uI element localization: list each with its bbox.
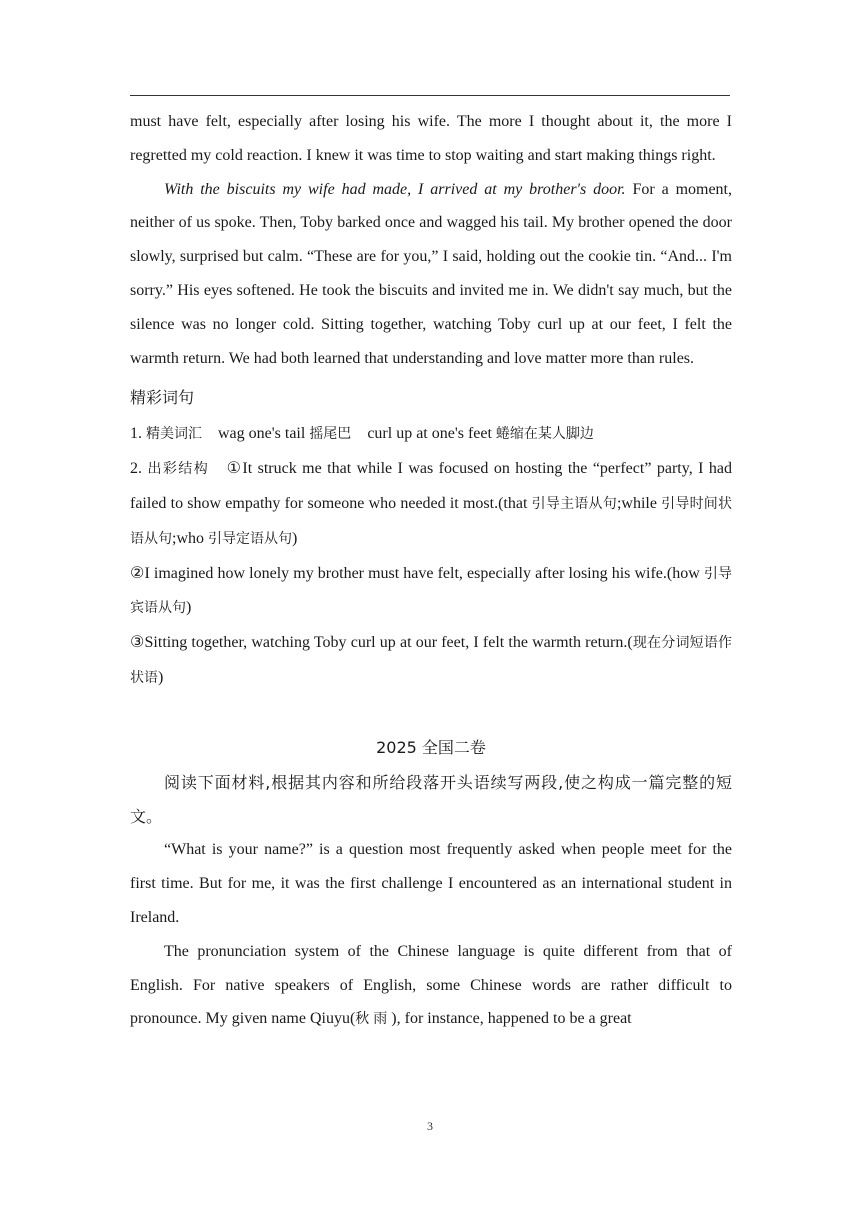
story-paragraph-2	[130, 173, 732, 376]
structure-1-note-cn: 引导定语从句	[208, 530, 292, 547]
given-opening-sentence: With the biscuits my wife had made, I arrived at my brother's door.	[164, 180, 626, 198]
structure-1-note-cn: 引导主语从句	[531, 495, 617, 512]
structure-2-note: )	[186, 599, 192, 617]
structure-1	[130, 452, 732, 556]
story-paragraph-1: must have felt, especially after losing his wife. The more I thought about it, the more I regretted my cold reaction. I knew it was time to stop waiting and start making things right.	[130, 113, 732, 164]
header-rule	[130, 95, 730, 96]
page-number: 3	[427, 1119, 433, 1133]
page-content	[130, 105, 732, 1037]
exam-title: 2025 全国二卷	[376, 737, 486, 757]
structure-1-note-cn: 引导时间状语从句	[130, 495, 733, 547]
vocab-term-1-cn: 摇尾巴	[309, 426, 352, 443]
structure-2-note: (how	[666, 564, 704, 582]
story-paragraph-2-body: For a moment, neither of us spoke. Then, Toby barked once and wagged his tail. My brother opened the door slowly, surprised but calm. “These are for you,” I said, holding out the cookie tin. “And... I'm sorry.” His eyes softened. He took the biscuits and invited me in. We didn't say much, but the silence was no longer cold. Sitting together, watching Toby curl up at our feet, I felt the warmth return. We had both learned that understanding and love matter more than rules.	[130, 180, 733, 367]
structure-3-note: )	[158, 668, 164, 686]
structure-1-note: )	[292, 529, 298, 547]
vocab-term-2-cn: 蜷缩在某人脚边	[495, 426, 594, 443]
exam-paragraph-2-text: ), for instance, happened to be a great	[391, 1010, 632, 1028]
vocab-number: 1.	[130, 425, 142, 443]
structure-2	[130, 557, 732, 627]
structure-3-note: (	[627, 634, 633, 652]
exam-instruction: 阅读下面材料,根据其内容和所给段落开头语续写两段,使之构成一篇完整的短文。	[130, 772, 732, 826]
structure-2-note-cn: 引导宾语从句	[130, 565, 732, 617]
structure-1-note: ;while	[616, 494, 662, 512]
structure-1-note: ;who	[172, 529, 208, 547]
exam-paragraph-1: “What is your name?” is a question most frequently asked when people meet for the first time. But for me, it was the first challenge I encountered as an international student in Ireland.	[130, 841, 732, 926]
chinese-name: 秋雨	[355, 1011, 392, 1028]
exam-paragraph-2	[130, 935, 732, 1037]
structure-1-sentence: ①It struck me that while I was focused on hosting the “perfect” party, I had failed to show empathy for someone who needed it most.	[130, 460, 732, 512]
structure-3-sentence: ③Sitting together, watching Toby curl up at our feet, I felt the warmth return.	[130, 634, 628, 652]
structure-2-sentence: ②I imagined how lonely my brother must have felt, especially after losing his wife.	[130, 564, 667, 582]
vocab-term-1: wag one's tail	[218, 425, 306, 443]
structure-3	[130, 626, 732, 696]
structure-3-note-cn: 现在分词短语作状语	[130, 635, 732, 686]
structures-label: 出彩结构	[147, 461, 210, 478]
exam-paragraph-2-text: The pronunciation system of the Chinese language is quite different from that of English. For native speakers of English, some Chinese words are rather difficult to pronounce. My given name Qiuyu(	[130, 942, 732, 1028]
vocab-label: 精美词汇	[146, 426, 202, 443]
vocab-line	[130, 417, 732, 452]
structures-number: 2.	[130, 460, 142, 478]
structure-1-note: (that	[498, 494, 532, 512]
vocab-term-2: curl up at one's feet	[367, 425, 492, 443]
highlights-heading: 精彩词句	[130, 388, 195, 408]
